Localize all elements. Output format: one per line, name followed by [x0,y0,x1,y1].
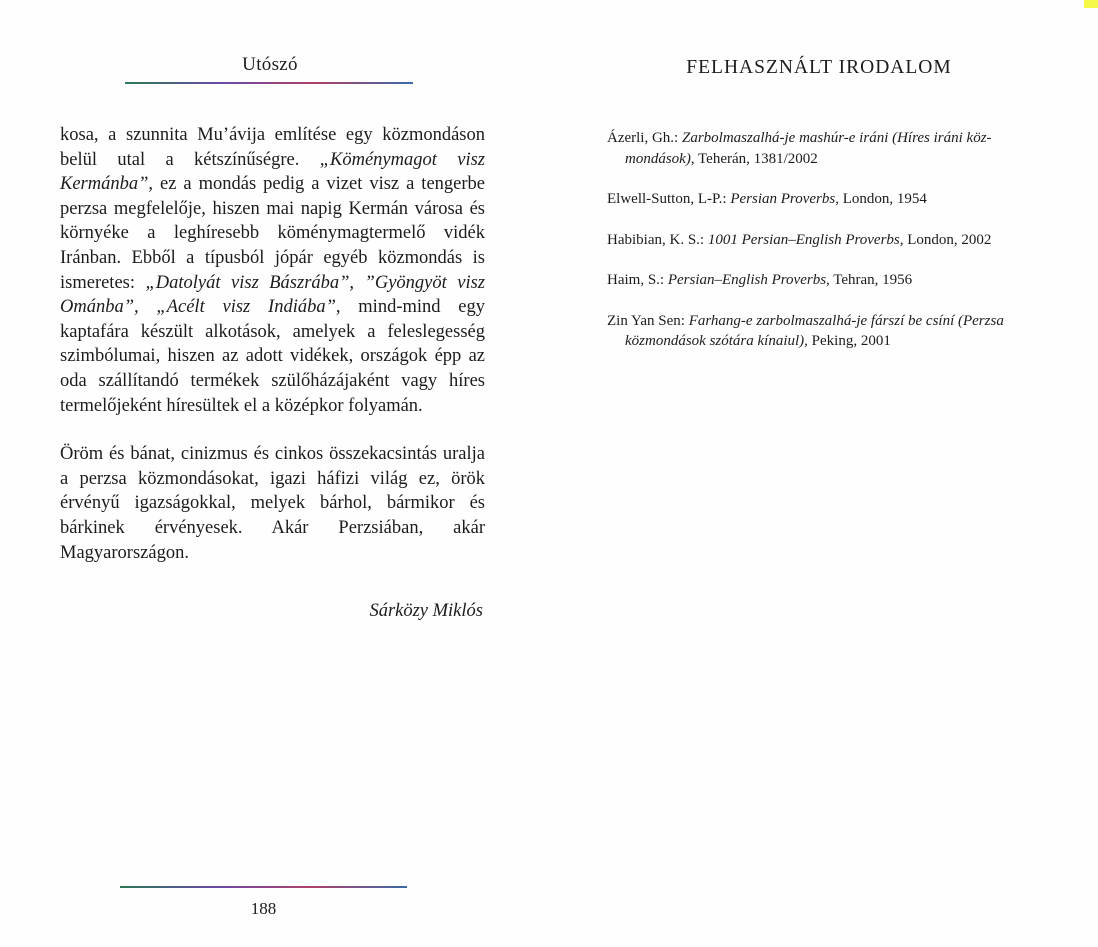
footer-rule [120,886,407,888]
entry-author: Haim, S.: [607,272,668,288]
bibliography-entry [607,270,1037,291]
entry-title: Persian–English Proverbs, [667,272,830,288]
bibliography-list [607,128,1037,372]
entry-title-continued: mondások) [625,150,691,167]
text-run: , mind-mind egy kaptafára készült alkotások, amelyek a feleslegesség szimbólumai, hiszen az adott vidékek, országok épp az oda szállítandó termékek szülőházájaként vagy híres termelőjeként híresültek el a középkor folyamán. [60,297,486,416]
proverb-quote: „Köménymagot visz Kermánba” [60,149,485,195]
scan-edge-mark [1084,0,1098,8]
paragraph-2 [60,442,485,565]
entry-publication: Tehran, 1956 [829,272,913,288]
entry-title: Farhang-e zarbolmaszalhá-je fárszí be csíní (Perzsa [688,312,1004,329]
proverb-quote: „Datolyát visz Bászrába”, ”Gyöngyöt visz Ománba”, „Acélt visz Indiába” [60,272,485,318]
entry-author: Elwell-Sutton, L-P.: [607,191,731,207]
page-number: 188 [250,899,277,918]
bibliography-entry [607,311,1037,352]
right-page [549,0,1098,947]
entry-publication: London, 2002 [903,231,992,248]
text-run: , ez a mondás pedig a vizet visz a tengerbe perzsa megfelelője, hiszen mai napig Kermán városa és környéke a leghíresebb köménymagtermelő vidék Iránban. Ebből a típusból jópár egyéb közmondás is ismeretes: [60,174,485,293]
entry-title: 1001 Persian–English Proverbs, [707,231,904,248]
bibliography-entry [607,230,1037,251]
entry-author: Habibian, K. S.: [607,231,708,248]
paragraph-1 [60,123,485,418]
text-run: Öröm és bánat, cinizmus és cinkos összekacsintás uralja a perzsa közmondásokat, igazi háfizi világ ez, örök érvényű igazságokkal, melyek bárhol, bármikor és bárkinek érvényesek. Akár Perzsiában, akár Magyarországon. [60,444,485,563]
body-text [60,123,485,565]
entry-title: Zarbolmaszalhá-je mashúr-e iráni (Híres iráni köz- [681,130,992,146]
bibliography-entry [607,128,1037,169]
entry-title: Persian Proverbs, [730,191,839,207]
entry-title-continued: közmondások szótára kínaiul), [625,333,808,349]
entry-publication: , Teherán, 1381/2002 [690,150,818,167]
entry-publication: Peking, 2001 [807,333,891,349]
entry-author: Zin Yan Sen: [607,312,689,329]
bibliography-entry [607,189,1037,210]
entry-continuation [607,149,1037,170]
header-rule [125,82,413,84]
author-signature: Sárközy Miklós [369,601,483,621]
running-head-right: FELHASZNÁLT IRODALOM [686,57,952,78]
entry-continuation [607,331,1037,352]
text-run: kosa, a szunnita Mu’ávija említése egy közmondáson belül utal a kétszínűségre. [60,125,485,170]
entry-publication: London, 1954 [838,191,927,207]
running-head-left: Utószó [242,54,298,75]
entry-author: Ázerli, Gh.: [607,130,682,146]
